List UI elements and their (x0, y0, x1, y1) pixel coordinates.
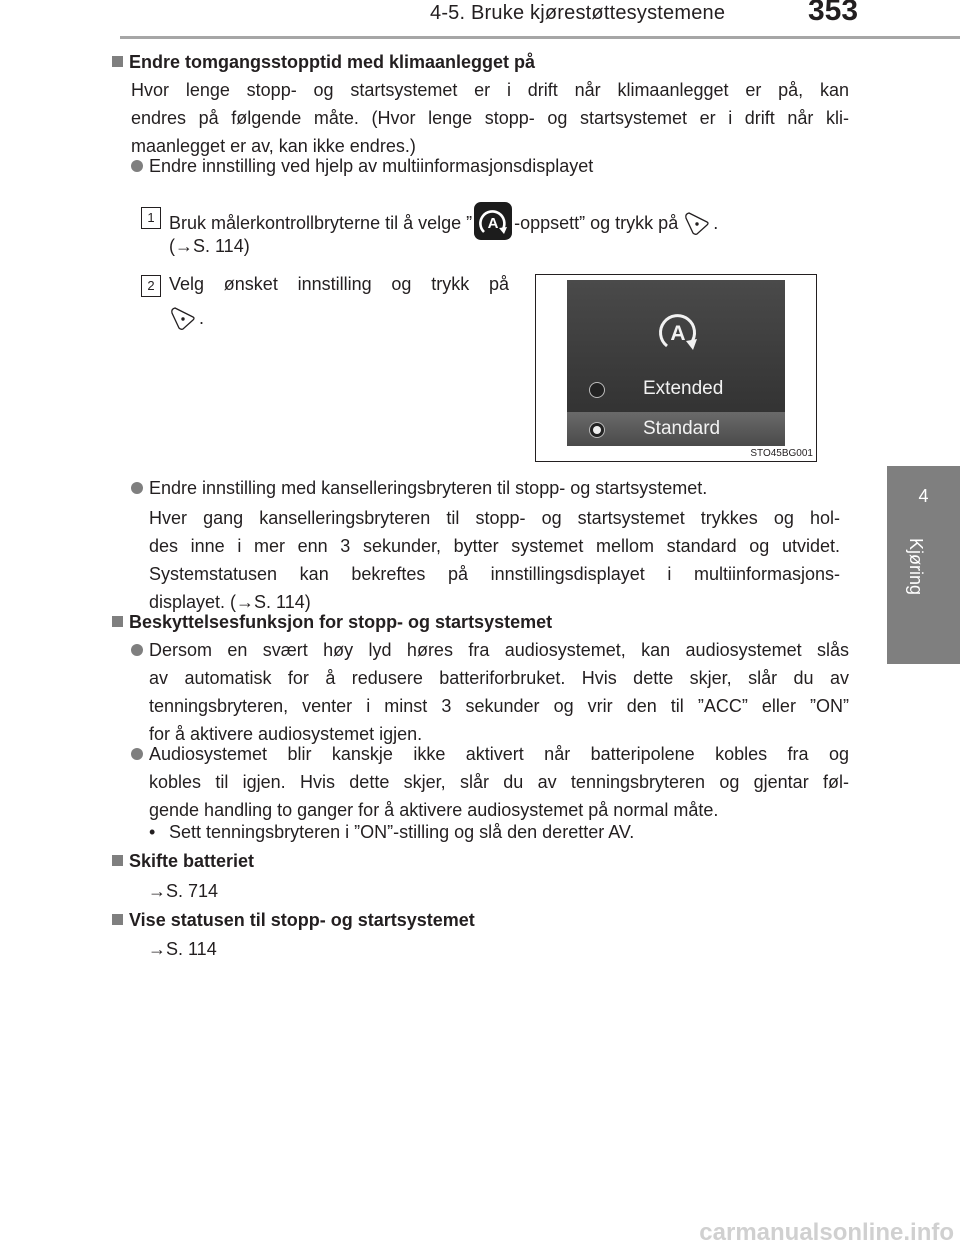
round-bullet-icon (131, 160, 143, 172)
option-standard (567, 412, 785, 446)
ok-button-icon (169, 305, 199, 339)
step-2-period: . (199, 308, 205, 328)
para-line: Hver gang kanselleringsbryteren til stopp- og startsystemet trykkes og hol- (149, 508, 840, 528)
status-ref: →S. 114 (148, 939, 217, 959)
bullet-text: Endre innstilling ved hjelp av multiinformasjonsdisplayet (149, 156, 594, 176)
sub-bullet-text: Sett tenningsbryteren i ”ON”-stilling og slå den deretter AV. (169, 822, 635, 842)
para-line: av automatisk for å redusere batteriforbruket. Hvis dette skjer, slår du av (149, 668, 849, 688)
step-2-second-line (169, 304, 204, 339)
round-bullet-icon (131, 748, 143, 760)
heading-text: Beskyttelsesfunksjon for stopp- og startsystemet (129, 612, 553, 632)
para-line: Audiosystemet blir kanskje ikke aktivert når batteripolene kobles fra og (149, 744, 849, 764)
svg-text:A: A (670, 322, 686, 345)
para-line: tenningsbryteren, venter i minst 3 sekunder og vrir den til ”ACC” eller ”ON” (149, 696, 849, 716)
heading-text: Vise statusen til stopp- og startsystemet (129, 910, 475, 930)
para-line: Dersom en svært høy lyd høres fra audiosystemet, kan audiosystemet slås (149, 640, 849, 660)
heading-protection (112, 608, 552, 636)
step-2-text: Velg ønsket innstilling og trykk på (169, 274, 509, 294)
heading-idle-stop-time (112, 48, 535, 76)
header-rule (120, 36, 960, 39)
protection-bullet-2 (149, 740, 849, 824)
option-label: Extended (643, 378, 724, 399)
para-line: displayet. (→S. 114) (149, 592, 311, 612)
sub-bullet-dot: • (149, 822, 156, 842)
square-bullet-icon (112, 855, 123, 866)
heading-replace-battery (112, 847, 254, 875)
a-stop-start-icon (474, 202, 512, 240)
heading-text: Endre tomgangsstopptid med klimaanlegget på (129, 52, 536, 72)
option-label: Standard (643, 418, 721, 439)
square-bullet-icon (112, 616, 123, 627)
step-1-part-a: Bruk målerkontrollbryterne til å velge ” (169, 213, 473, 233)
intro-paragraph (131, 76, 849, 160)
round-bullet-icon (131, 644, 143, 656)
para-line: Systemstatusen kan bekreftes på innstillingsdisplayet i multiinformasjons- (149, 564, 840, 584)
round-bullet-icon-wrap (131, 740, 149, 768)
battery-ref: →S. 714 (148, 881, 219, 901)
heading-text: Skifte batteriet (129, 851, 255, 871)
ok-button-icon (683, 210, 713, 244)
display-figure (535, 274, 817, 462)
para-line: maanlegget er av, kan ikke endres.) (131, 136, 416, 156)
para-line: gende handling to ganger for å aktivere audiosystemet på normal måte. (149, 800, 719, 820)
square-bullet-icon (112, 914, 123, 925)
page-number: 353 (808, 0, 859, 27)
step-number-1: 1 (141, 207, 161, 229)
step-1-ref: (→S. 114) (169, 236, 250, 256)
step-1-text (169, 202, 718, 244)
figure-code: STO45BG001 (750, 448, 813, 459)
step-1-part-c: . (713, 213, 719, 233)
radio-selected-icon (589, 422, 605, 438)
square-bullet-icon (112, 56, 123, 67)
cancel-switch-paragraph (149, 504, 840, 616)
heading-status (112, 906, 475, 934)
multi-info-display (567, 280, 785, 442)
para-line: kobles til igjen. Hvis dette skjer, slår du av tenningsbryteren og gjentar føl- (149, 772, 849, 792)
para-line: Hvor lenge stopp- og startsystemet er i drift når klimaanlegget er på, kan (131, 80, 849, 100)
step-1-part-b: -oppsett” og trykk på (514, 213, 679, 233)
round-bullet-icon-wrap (131, 636, 149, 664)
a-stop-start-icon (653, 308, 703, 359)
section-title: 4-5. Bruke kjørestøttesystemene (430, 2, 726, 24)
bullet-text: Endre innstilling med kanselleringsbryteren til stopp- og startsystemet. (149, 478, 708, 498)
option-extended (567, 372, 785, 406)
sub-bullet (149, 818, 634, 846)
para-line: for å aktivere audiosystemet igjen. (149, 724, 423, 744)
svg-text:A: A (487, 215, 499, 232)
protection-bullet-1 (149, 636, 849, 748)
para-line: endres på følgende måte. (Hvor lenge stopp- og startsystemet er i drift når kli- (131, 108, 849, 128)
chapter-title: Kjøring (906, 538, 926, 596)
watermark: carmanualsonline.info (699, 1219, 954, 1246)
bullet-multiinfo (131, 152, 593, 180)
chapter-number: 4 (918, 486, 929, 506)
step-number-2: 2 (141, 275, 161, 297)
chapter-tab (887, 466, 960, 664)
para-line: des inne i mer enn 3 sekunder, bytter systemet mellom standard og utvidet. (149, 536, 840, 556)
bullet-cancel-switch (131, 474, 707, 502)
round-bullet-icon (131, 482, 143, 494)
radio-unselected-icon (589, 382, 605, 398)
